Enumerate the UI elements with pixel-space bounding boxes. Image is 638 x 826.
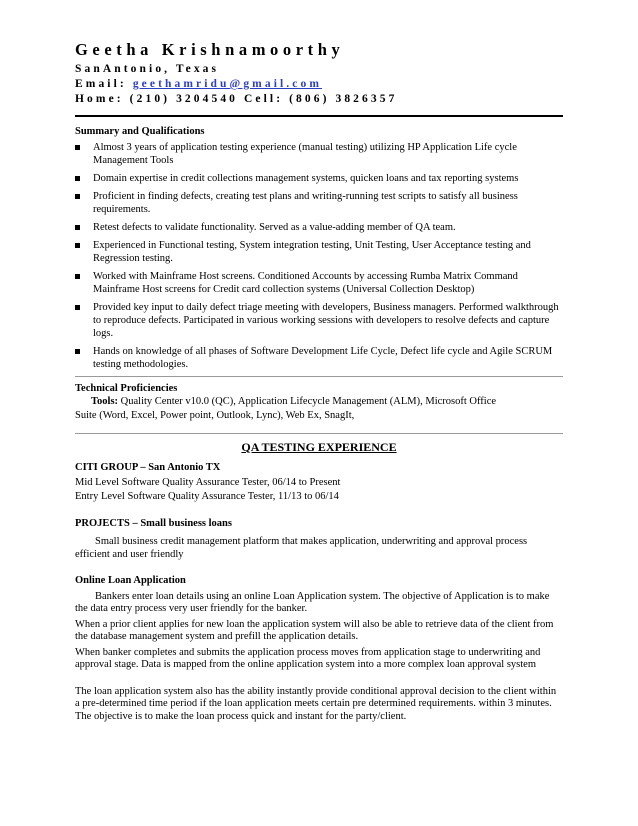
technical-title: Technical Proficiencies [75,383,178,394]
bullet-square-icon [75,349,80,354]
summary-title: Summary and Qualifications [75,126,205,137]
role-previous: Entry Level Software Quality Assurance Tester, 11/13 to 06/14 [75,491,339,502]
online-loan-para-4: The loan application system also has the ability instantly provide conditional approval decision to the client within a pre-determined time period if the loan application meets certain pre determined requirements. within 3 minutes. The objective is to make the loan process quick and instant for the party/client. [75,685,557,722]
tools-line-2: Suite (Word, Excel, Power point, Outlook, Lync), Web Ex, SnagIt, [75,410,355,421]
bullet-square-icon [75,176,80,181]
online-loan-para-2: When a prior client applies for new loan the application system will also be able to retrieve data of the client from the database management system and prefill the application details. [75,618,554,642]
tools-text: Quality Center v10.0 (QC), Application Lifecycle Management (ALM), Microsoft Office [118,396,497,407]
email-link[interactable]: geethamridu@gmail.com [132,78,322,90]
resume-page [75,40,563,723]
summary-item [75,221,563,234]
email-line [75,77,563,92]
summary-item-text: Hands on knowledge of all phases of Software Development Life Cycle, Defect life cycle and Agile SCRUM testing methodologies. [93,346,553,370]
summary-item-text: Domain expertise in credit collections management systems, quicken loans and tax reporting systems [93,173,519,184]
role-current: Mid Level Software Quality Assurance Tester, 06/14 to Present [75,476,341,488]
online-loan-title: Online Loan Application [75,575,186,586]
candidate-location: SanAntonio, Texas [75,63,220,75]
summary-item [75,190,563,216]
summary-item [75,301,563,340]
summary-item-text: Experienced in Functional testing, System integration testing, Unit Testing, User Acceptance testing and Regression testing. [93,240,531,264]
projects-title: PROJECTS – Small business loans [75,517,232,529]
online-loan-para-1: Bankers enter loan details using an online Loan Application system. The objective of Application is to make the data entry process very user friendly for the banker. [75,590,550,614]
phone-line: Home: (210) 3204540 Cell: (806) 3826357 [75,93,398,105]
projects-description: Small business credit management platform that makes application, underwriting and approval process efficient and user friendly [75,536,528,560]
summary-item [75,141,563,167]
summary-item-text: Provided key input to daily defect triage meeting with developers, Business managers. Performed walkthrough to reproduce defects. Participated in various working sessions with developers to resolve defects and capture logs. [93,302,559,339]
bullet-square-icon [75,243,80,248]
candidate-name: Geetha Krishnamoorthy [75,40,345,59]
summary-list [75,141,563,371]
online-loan-para-3: When banker completes and submits the application process moves from application stage to underwriting and approval stage. Data is mapped from the online application system into a more complex loan approval system [75,646,541,670]
summary-item [75,345,563,371]
bullet-square-icon [75,305,80,310]
summary-item-text: Retest defects to validate functionality. Served as a value-adding member of QA team. [93,222,456,233]
bullet-square-icon [75,225,80,230]
bullet-square-icon [75,194,80,199]
company-line: CITI GROUP – San Antonio TX [75,462,221,473]
bullet-square-icon [75,274,80,279]
bullet-square-icon [75,145,80,150]
summary-item-text: Almost 3 years of application testing experience (manual testing) utilizing HP Application Life cycle Management Tools [93,142,517,166]
summary-item [75,239,563,265]
technical-divider [75,433,563,434]
summary-item [75,172,563,185]
summary-item [75,270,563,296]
summary-item-text: Worked with Mainframe Host screens. Conditioned Accounts by accessing Rumba Matrix Command Mainframe Host screens for Credit card collection systems (Universal Collection Desktop) [93,271,518,295]
tools-label: Tools: [91,396,119,407]
email-label: Email: [75,78,127,90]
summary-item-text: Proficient in finding defects, creating test plans and writing-running test scripts to satisfy all business requirements. [93,191,518,215]
tools-line [75,395,563,409]
header-divider [75,115,563,117]
summary-divider [75,376,563,377]
experience-heading: QA TESTING EXPERIENCE [241,440,397,454]
